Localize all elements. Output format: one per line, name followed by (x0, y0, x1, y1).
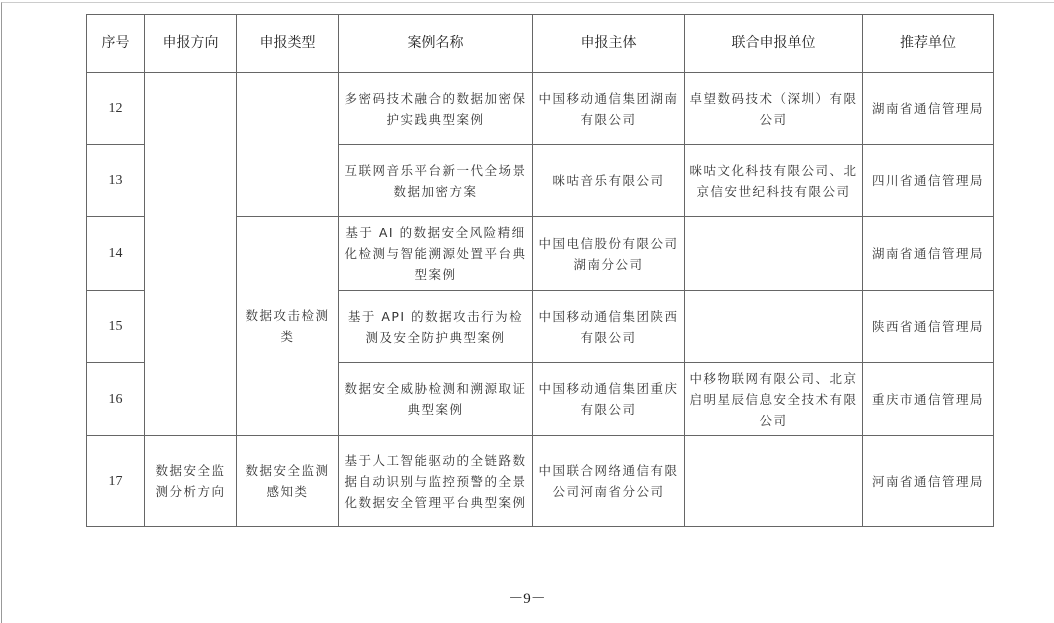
cell-entity: 中国移动通信集团重庆有限公司 (533, 363, 685, 436)
cell-type-merged (237, 73, 339, 217)
page-number: －9－ (508, 591, 546, 607)
header-case-name: 案例名称 (339, 15, 533, 73)
cell-no: 14 (87, 217, 145, 291)
cell-no: 13 (87, 145, 145, 217)
cell-recommender: 四川省通信管理局 (863, 145, 994, 217)
header-joint: 联合申报单位 (685, 15, 863, 73)
cell-joint (685, 291, 863, 363)
case-table (86, 14, 994, 527)
cell-case-name: 基于 API 的数据攻击行为检测及安全防护典型案例 (339, 291, 533, 363)
cell-entity: 咪咕音乐有限公司 (533, 145, 685, 217)
cell-recommender: 河南省通信管理局 (863, 436, 994, 527)
cell-no: 16 (87, 363, 145, 436)
cell-recommender: 陕西省通信管理局 (863, 291, 994, 363)
cell-recommender: 湖南省通信管理局 (863, 217, 994, 291)
cell-joint: 卓望数码技术（深圳）有限公司 (685, 73, 863, 145)
cell-direction-merged (145, 73, 237, 436)
cell-entity: 中国移动通信集团陕西有限公司 (533, 291, 685, 363)
cell-case-name: 基于 AI 的数据安全风险精细化检测与智能溯源处置平台典型案例 (339, 217, 533, 291)
cell-direction: 数据安全监测分析方向 (145, 436, 237, 527)
cell-no: 15 (87, 291, 145, 363)
header-direction: 申报方向 (145, 15, 237, 73)
cell-entity: 中国移动通信集团湖南有限公司 (533, 73, 685, 145)
cell-joint: 咪咕文化科技有限公司、北京信安世纪科技有限公司 (685, 145, 863, 217)
cell-joint: 中移物联网有限公司、北京启明星辰信息安全技术有限公司 (685, 363, 863, 436)
cell-case-name: 基于人工智能驱动的全链路数据自动识别与监控预警的全景化数据安全管理平台典型案例 (339, 436, 533, 527)
header-entity: 申报主体 (533, 15, 685, 73)
cell-case-name: 数据安全威胁检测和溯源取证典型案例 (339, 363, 533, 436)
table-row (87, 73, 994, 145)
cell-joint (685, 217, 863, 291)
cell-no: 12 (87, 73, 145, 145)
cell-no: 17 (87, 436, 145, 527)
cell-entity: 中国联合网络通信有限公司河南省分公司 (533, 436, 685, 527)
table-row (87, 436, 994, 527)
cell-case-name: 互联网音乐平台新一代全场景数据加密方案 (339, 145, 533, 217)
table-header-row (87, 15, 994, 73)
cell-recommender: 重庆市通信管理局 (863, 363, 994, 436)
cell-type-attack-detection: 数据攻击检测类 (237, 217, 339, 436)
cell-type: 数据安全监测感知类 (237, 436, 339, 527)
cell-joint (685, 436, 863, 527)
cell-recommender: 湖南省通信管理局 (863, 73, 994, 145)
cell-entity: 中国电信股份有限公司湖南分公司 (533, 217, 685, 291)
header-recommender: 推荐单位 (863, 15, 994, 73)
cell-case-name: 多密码技术融合的数据加密保护实践典型案例 (339, 73, 533, 145)
header-no: 序号 (87, 15, 145, 73)
header-type: 申报类型 (237, 15, 339, 73)
